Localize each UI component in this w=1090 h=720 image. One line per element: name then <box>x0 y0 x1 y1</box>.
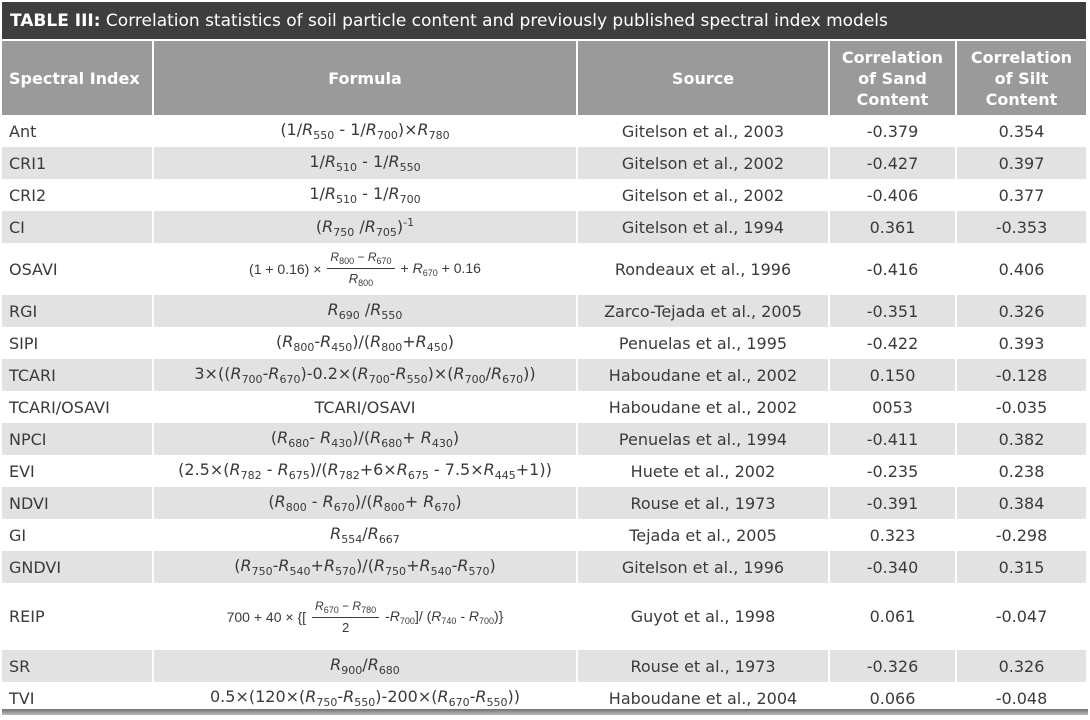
table-row <box>2 583 1086 650</box>
bottom-rule <box>2 709 1088 715</box>
cell-silt: -0.128 <box>956 359 1086 391</box>
table-row <box>2 147 1086 179</box>
cell-source: Penuelas et al., 1994 <box>577 423 829 455</box>
header-sand-correlation: Correlation of Sand Content <box>829 40 956 115</box>
cell-formula: $(1/R_{550} - 1/R_{700})\times R_{780}$ <box>153 115 577 147</box>
cell-sand: -0.406 <box>829 179 956 211</box>
cell-index: NDVI <box>2 487 153 519</box>
cell-silt: 0.326 <box>956 295 1086 327</box>
cell-silt: 0.384 <box>956 487 1086 519</box>
table-row <box>2 295 1086 327</box>
cell-index: NPCI <box>2 423 153 455</box>
cell-formula: $R_{554}/R_{667}$ <box>153 519 577 551</box>
table-title-lead: TABLE III: <box>10 11 101 31</box>
cell-sand: -0.235 <box>829 455 956 487</box>
table-row <box>2 487 1086 519</box>
cell-formula: $1/R_{510} - 1/R_{700}$ <box>153 179 577 211</box>
cell-formula: 700 + 40 × {[ $\frac{R_{670} - R_{780}}{2}$ $-R_{700}]/$ $(R_{740} - R_{700})$} <box>153 583 577 650</box>
header-silt-correlation: Correlation of Silt Content <box>956 40 1086 115</box>
cell-index: CI <box>2 211 153 243</box>
cell-source: Penuelas et al., 1995 <box>577 327 829 359</box>
cell-formula: $R_{900}/R_{680}$ <box>153 650 577 682</box>
cell-sand: -0.427 <box>829 147 956 179</box>
cell-silt: -0.048 <box>956 682 1086 714</box>
cell-source: Haboudane et al., 2004 <box>577 682 829 714</box>
table-row <box>2 391 1086 423</box>
cell-sand: -0.340 <box>829 551 956 583</box>
cell-formula: $(2.5\times(R_{782} - R_{675})/(R_{782}+6\times R_{675} - 7.5\times R_{445}+1))$ <box>153 455 577 487</box>
cell-sand: -0.326 <box>829 650 956 682</box>
table-title-text: Correlation statistics of soil particle content and previously published spectral index models <box>100 11 888 31</box>
cell-index: SR <box>2 650 153 682</box>
table-row <box>2 519 1086 551</box>
cell-index: TCARI <box>2 359 153 391</box>
correlation-table <box>2 39 1086 714</box>
cell-index: REIP <box>2 583 153 650</box>
table-row <box>2 115 1086 147</box>
cell-index: RGI <box>2 295 153 327</box>
cell-index: OSAVI <box>2 243 153 295</box>
cell-index: CRI1 <box>2 147 153 179</box>
cell-sand: 0053 <box>829 391 956 423</box>
cell-silt: 0.354 <box>956 115 1086 147</box>
cell-sand: -0.411 <box>829 423 956 455</box>
cell-source: Tejada et al., 2005 <box>577 519 829 551</box>
table-row <box>2 179 1086 211</box>
cell-formula: $0.5\times(120\times(R_{750}-R_{550})-200\times(R_{670}-R_{550}))$ <box>153 682 577 714</box>
cell-formula: ($R_{750}$ $/R_{705})^{-1}$ <box>153 211 577 243</box>
cell-silt: 0.393 <box>956 327 1086 359</box>
cell-sand: 0.361 <box>829 211 956 243</box>
table-row <box>2 211 1086 243</box>
cell-formula: (1 + 0.16) × $\frac{R_{800} - R_{670}}{R_{800}}$ + $R_{670} + 0.16$ <box>153 243 577 295</box>
cell-index: SIPI <box>2 327 153 359</box>
cell-source: Gitelson et al., 2003 <box>577 115 829 147</box>
table-row <box>2 551 1086 583</box>
cell-index: GI <box>2 519 153 551</box>
cell-formula: ($R_{680}-$ $R_{430})/(R_{680}+ R_{430})$ <box>153 423 577 455</box>
cell-index: Ant <box>2 115 153 147</box>
table-row <box>2 327 1086 359</box>
cell-index: TCARI/OSAVI <box>2 391 153 423</box>
cell-silt: 0.406 <box>956 243 1086 295</box>
table-row <box>2 423 1086 455</box>
table-row <box>2 359 1086 391</box>
cell-source: Gitelson et al., 2002 <box>577 147 829 179</box>
cell-sand: 0.066 <box>829 682 956 714</box>
header-row <box>2 40 1086 115</box>
cell-sand: -0.351 <box>829 295 956 327</box>
cell-sand: 0.150 <box>829 359 956 391</box>
cell-source: Haboudane et al., 2002 <box>577 359 829 391</box>
cell-source: Zarco-Tejada et al., 2005 <box>577 295 829 327</box>
cell-silt: 0.377 <box>956 179 1086 211</box>
table-title <box>2 2 1086 39</box>
cell-sand: 0.323 <box>829 519 956 551</box>
cell-formula: TCARI/OSAVI <box>153 391 577 423</box>
cell-source: Rondeaux et al., 1996 <box>577 243 829 295</box>
cell-source: Gitelson et al., 1996 <box>577 551 829 583</box>
cell-sand: -0.379 <box>829 115 956 147</box>
cell-silt: -0.047 <box>956 583 1086 650</box>
table-row <box>2 650 1086 682</box>
cell-silt: 0.382 <box>956 423 1086 455</box>
cell-formula: $(R_{800}-R_{450})/(R_{800}+R_{450})$ <box>153 327 577 359</box>
cell-silt: -0.353 <box>956 211 1086 243</box>
cell-source: Haboudane et al., 2002 <box>577 391 829 423</box>
cell-source: Guyot et al., 1998 <box>577 583 829 650</box>
cell-sand: 0.061 <box>829 583 956 650</box>
cell-silt: 0.326 <box>956 650 1086 682</box>
cell-silt: 0.238 <box>956 455 1086 487</box>
cell-formula: $3\times((R_{700}-R_{670})-0.2\times(R_{700}-R_{550})\times(R_{700}/R_{670}))$ <box>153 359 577 391</box>
cell-silt: 0.315 <box>956 551 1086 583</box>
header-source: Source <box>577 40 829 115</box>
cell-index: TVI <box>2 682 153 714</box>
cell-formula: $1/R_{510} - 1/R_{550}$ <box>153 147 577 179</box>
table-row <box>2 455 1086 487</box>
cell-sand: -0.391 <box>829 487 956 519</box>
cell-source: Huete et al., 2002 <box>577 455 829 487</box>
cell-index: CRI2 <box>2 179 153 211</box>
cell-formula: $(R_{800} - R_{670})/(R_{800}+ R_{670})$ <box>153 487 577 519</box>
header-formula: Formula <box>153 40 577 115</box>
cell-source: Rouse et al., 1973 <box>577 487 829 519</box>
cell-silt: 0.397 <box>956 147 1086 179</box>
header-spectral-index: Spectral Index <box>2 40 153 115</box>
cell-source: Gitelson et al., 2002 <box>577 179 829 211</box>
table-figure <box>2 2 1086 716</box>
cell-sand: -0.422 <box>829 327 956 359</box>
cell-formula: $(R_{750}-R_{540}+R_{570})/(R_{750}+R_{540}-R_{570})$ <box>153 551 577 583</box>
cell-index: GNDVI <box>2 551 153 583</box>
cell-silt: -0.035 <box>956 391 1086 423</box>
cell-index: EVI <box>2 455 153 487</box>
cell-sand: -0.416 <box>829 243 956 295</box>
cell-formula: $R_{690}$ $/R_{550}$ <box>153 295 577 327</box>
cell-source: Gitelson et al., 1994 <box>577 211 829 243</box>
table-row <box>2 243 1086 295</box>
cell-source: Rouse et al., 1973 <box>577 650 829 682</box>
cell-silt: -0.298 <box>956 519 1086 551</box>
